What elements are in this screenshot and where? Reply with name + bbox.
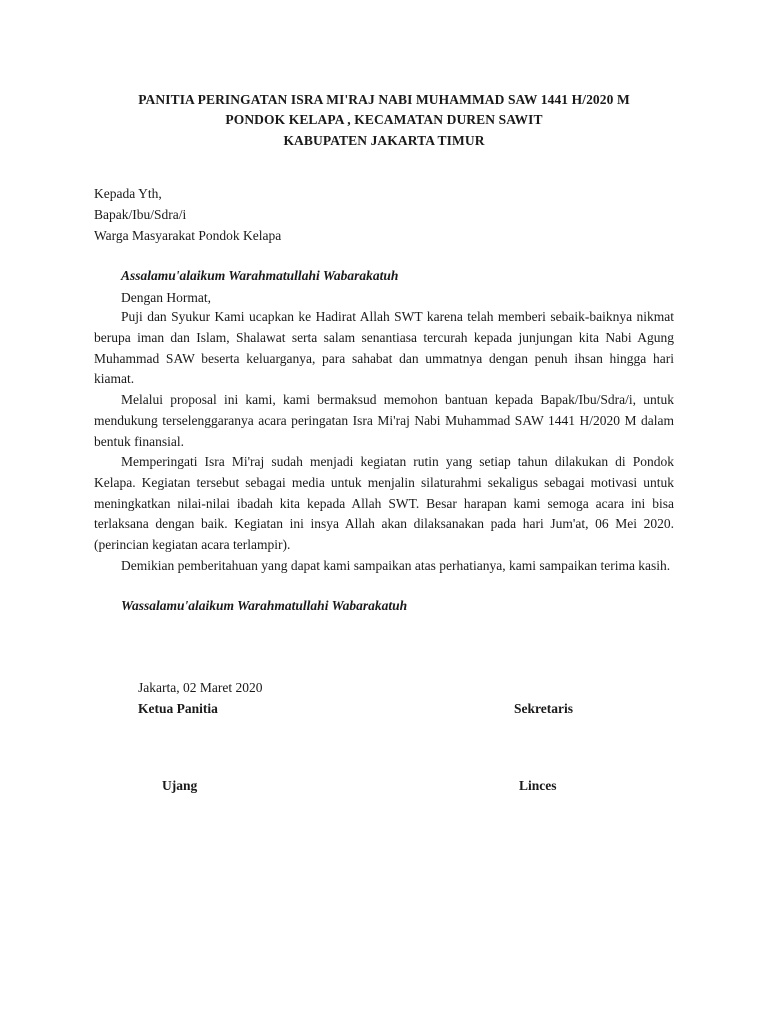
letter-header-line-1: PANITIA PERINGATAN ISRA MI'RAJ NABI MUHAMMAD SAW 1441 H/2020 M: [138, 92, 630, 107]
closing-greeting: Wassalamu'alaikum Warahmatullahi Wabarakatuh: [121, 598, 408, 613]
signatory-title-secretary: Sekretaris: [514, 701, 573, 716]
place-and-date: Jakarta, 02 Maret 2020: [138, 680, 263, 695]
letter-header-line-3: KABUPATEN JAKARTA TIMUR: [283, 133, 485, 148]
body-paragraph: Melalui proposal ini kami, kami bermaksud memohon bantuan kepada Bapak/Ibu/Sdra/i, untuk mendukung terselenggaranya acara peringatan Isra Mi'raj Nabi Muhammad SAW 1441 H/2020 M dalam bentuk finansial.: [94, 392, 674, 449]
signatory-name-secretary: Linces: [519, 778, 557, 793]
body-paragraph: Memperingati Isra Mi'raj sudah menjadi kegiatan rutin yang setiap tahun dilakukan di Pondok Kelapa. Kegiatan tersebut sebagai media untuk menjalin silaturahmi sekaligus sebagai motivasi untuk meningkatkan nilai-nilai ibadah kita kepada Allah SWT. Besar harapan kami semoga acara ini bisa terlaksana dengan baik. Kegiatan ini insya Allah akan dilaksanakan pada hari Jum'at, 06 Mei 2020. (perincian kegiatan acara terlampir).: [94, 454, 674, 553]
recipient-line-1: Kepada Yth,: [94, 186, 162, 201]
letter-header-line-2: PONDOK KELAPA , KECAMATAN DUREN SAWIT: [225, 112, 543, 127]
salutation: Dengan Hormat,: [121, 290, 211, 305]
body-paragraph: Demikian pemberitahuan yang dapat kami sampaikan atas perhatianya, kami sampaikan terima kasih.: [121, 558, 671, 573]
signatory-name-chairman: Ujang: [162, 778, 198, 793]
recipient-line-2: Bapak/Ibu/Sdra/i: [94, 207, 187, 222]
opening-greeting: Assalamu'alaikum Warahmatullahi Wabarakatuh: [121, 268, 399, 283]
recipient-line-3: Warga Masyarakat Pondok Kelapa: [94, 228, 282, 243]
body-paragraph: Puji dan Syukur Kami ucapkan ke Hadirat Allah SWT karena telah memberi sebaik-baiknya nikmat berupa iman dan Islam, Shalawat serta salam senantiasa tercurah kepada junjungan kita Nabi Agung Muhammad SAW beserta keluarganya, para sahabat dan ummatnya dengan penuh ihsan hingga hari kiamat.: [94, 309, 674, 387]
signatory-title-chairman: Ketua Panitia: [138, 701, 218, 716]
